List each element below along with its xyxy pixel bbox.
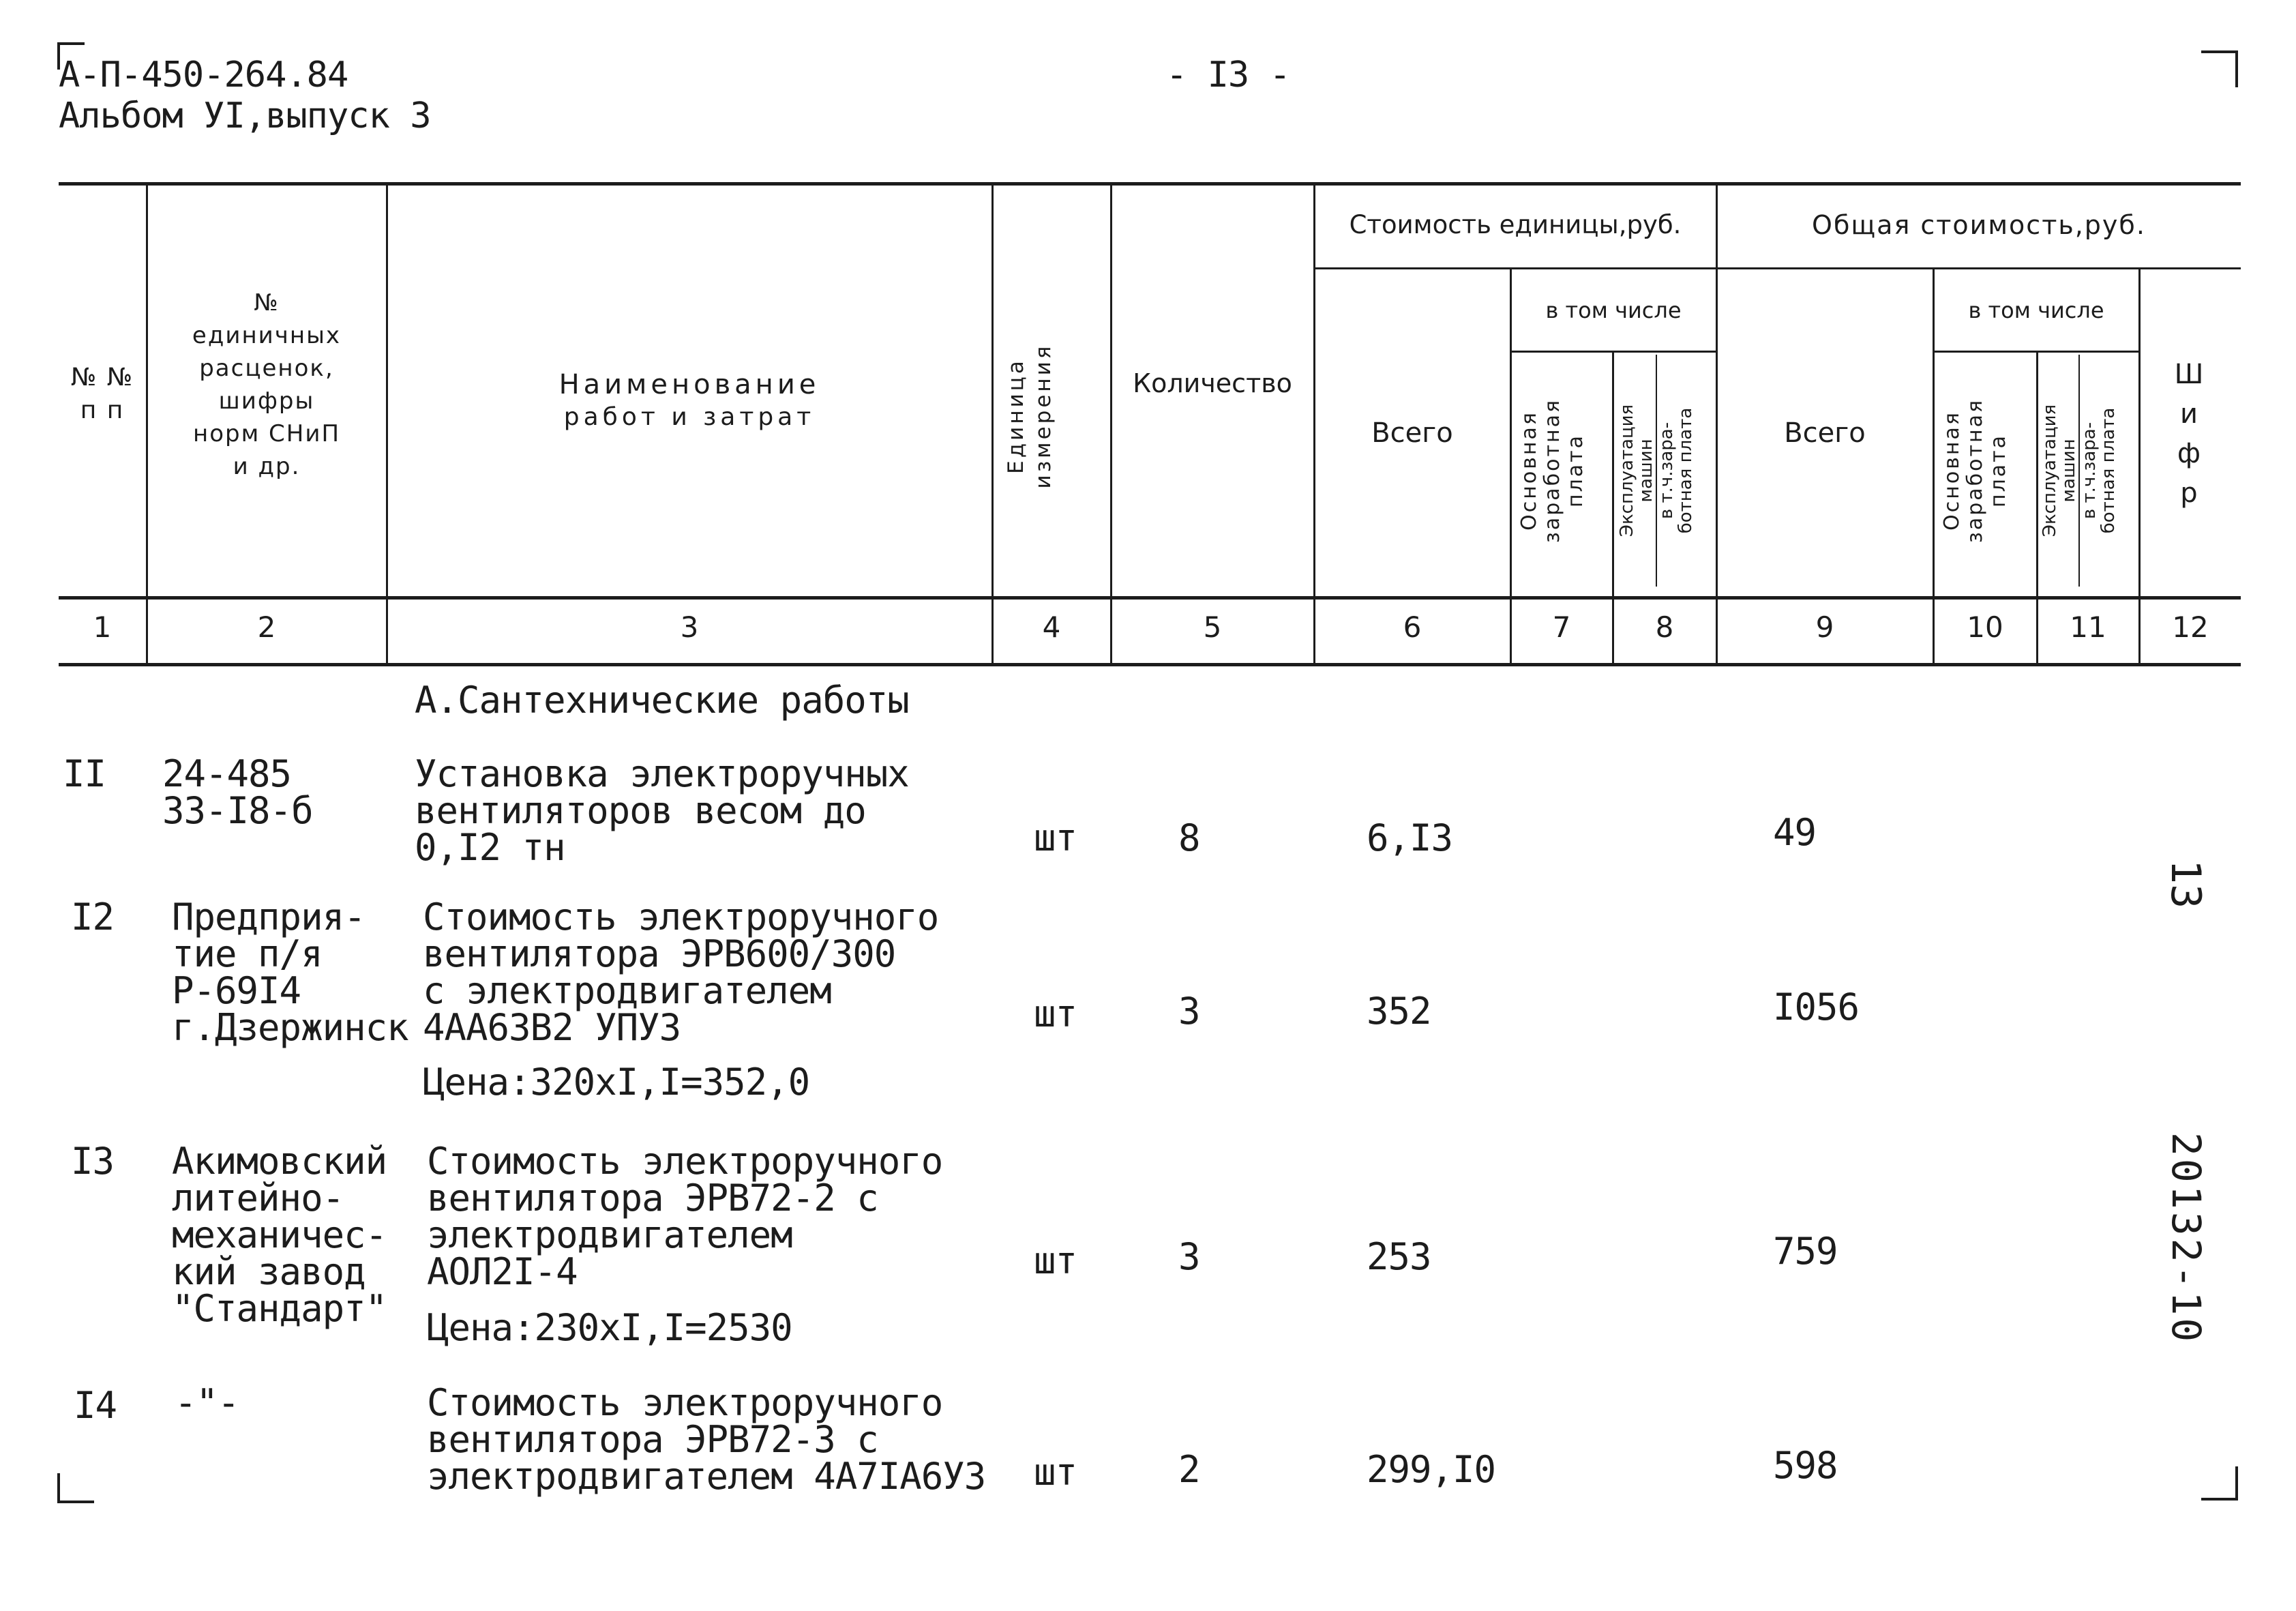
norm-code: Предприя- тие п/я Р-69I4 г.Дзержинск xyxy=(172,896,408,1049)
header-col-name: Наименование работ и затрат xyxy=(558,369,820,431)
total-cost: 49 xyxy=(1773,811,1817,854)
column-number-4: 4 xyxy=(1042,610,1061,644)
quantity: 3 xyxy=(1178,1235,1200,1278)
column-number-8: 8 xyxy=(1655,610,1674,644)
total-cost: 759 xyxy=(1773,1230,1838,1273)
unit-cost: 299,I0 xyxy=(1367,1448,1496,1491)
total-cost: I056 xyxy=(1773,986,1860,1029)
document-code: А-П-450-264.84 xyxy=(59,55,348,95)
quantity: 8 xyxy=(1178,816,1200,859)
header-col-unit: Единица измерения xyxy=(1004,343,1056,489)
row-number: I3 xyxy=(71,1140,115,1183)
section-title: А.Сантехнические работы xyxy=(415,679,909,722)
group-rule xyxy=(1313,267,2241,269)
column-number-5: 5 xyxy=(1203,610,1222,644)
header-total-basic-wage: Основная заработная плата xyxy=(1940,398,2010,544)
header-unit-total: Всего xyxy=(1371,417,1453,449)
col-divider-3 xyxy=(992,184,994,664)
col-divider-4 xyxy=(1110,184,1112,664)
unit: шт xyxy=(1034,816,1077,859)
album-issue: Альбом УI,выпуск 3 xyxy=(59,95,431,136)
column-number-10: 10 xyxy=(1967,610,2003,644)
work-name: Стоимость электроручного вентилятора ЭРВ600/300 с электродвигателем 4АА63В2 УПУЗ xyxy=(423,896,939,1049)
sheet-mark: 13 xyxy=(2162,859,2209,909)
header-total-cost-group: Общая стоимость,руб. xyxy=(1812,210,2146,240)
unit: шт xyxy=(1034,1239,1077,1282)
work-name: Установка электроручных вентиляторов весом до 0,I2 тн xyxy=(415,752,909,869)
drawing-code: 20132-10 xyxy=(2163,1132,2209,1345)
header-unit-basic-wage: Основная заработная плата xyxy=(1517,398,1587,544)
header-incl-unit: в том числе xyxy=(1545,297,1682,323)
unit: шт xyxy=(1034,992,1077,1035)
header-total-machines: Эксплуатация машин в т.ч.зара- ботная плата xyxy=(2040,355,2118,587)
header-col-quantity: Количество xyxy=(1133,368,1292,398)
corner-mark-top-right xyxy=(2201,50,2238,87)
price-note: Цена:320хI,I=352,0 xyxy=(423,1061,810,1104)
column-number-2: 2 xyxy=(257,610,276,644)
column-number-9: 9 xyxy=(1815,610,1834,644)
corner-mark-bottom-right xyxy=(2201,1466,2238,1501)
norm-code: -"- xyxy=(175,1381,239,1424)
column-number-7: 7 xyxy=(1552,610,1571,644)
column-number-1: 1 xyxy=(93,610,112,644)
header-unit-machines: Эксплуатация машин в т.ч.зара- ботная плата xyxy=(1617,355,1695,587)
corner-mark-bottom-left xyxy=(57,1473,94,1503)
norm-code: Акимовский литейно- механичес- кий завод "Стандарт" xyxy=(172,1140,387,1330)
header-grand-total: Всего xyxy=(1784,417,1866,449)
column-number-12: 12 xyxy=(2172,610,2209,644)
unit-cost: 352 xyxy=(1367,990,1431,1033)
page-number: - I3 - xyxy=(1166,55,1290,95)
quantity: 3 xyxy=(1178,990,1200,1033)
unit-cost: 253 xyxy=(1367,1235,1431,1278)
column-number-11: 11 xyxy=(2070,610,2106,644)
column-number-3: 3 xyxy=(680,610,699,644)
row-number: I2 xyxy=(71,896,115,938)
column-number-6: 6 xyxy=(1403,610,1422,644)
row-number: II xyxy=(63,752,106,795)
subgroup-rule-total xyxy=(1933,351,2138,353)
norm-code: 24-485 33-I8-б xyxy=(162,752,313,832)
header-col-number: № № п п xyxy=(70,364,134,424)
unit-cost: 6,I3 xyxy=(1367,816,1453,859)
header-unit-cost-group: Стоимость единицы,руб. xyxy=(1349,210,1682,239)
header-col-code: № единичных расценок, шифры норм СНиП и др. xyxy=(192,289,342,480)
unit: шт xyxy=(1034,1451,1077,1494)
work-name: Стоимость электроручного вентилятора ЭРВ72-2 с электродвигателем АОЛ2I-4 xyxy=(427,1140,943,1293)
header-incl-total: в том числе xyxy=(1968,297,2104,323)
header-col-cipher: Ш и ф р xyxy=(2174,359,2204,509)
row-number: I4 xyxy=(74,1384,117,1427)
quantity: 2 xyxy=(1178,1448,1200,1491)
total-cost: 598 xyxy=(1773,1444,1838,1487)
price-note: Цена:230хI,I=2530 xyxy=(427,1306,792,1349)
work-name: Стоимость электроручного вентилятора ЭРВ72-3 с электродвигателем 4А7IА6УЗ xyxy=(427,1381,986,1498)
